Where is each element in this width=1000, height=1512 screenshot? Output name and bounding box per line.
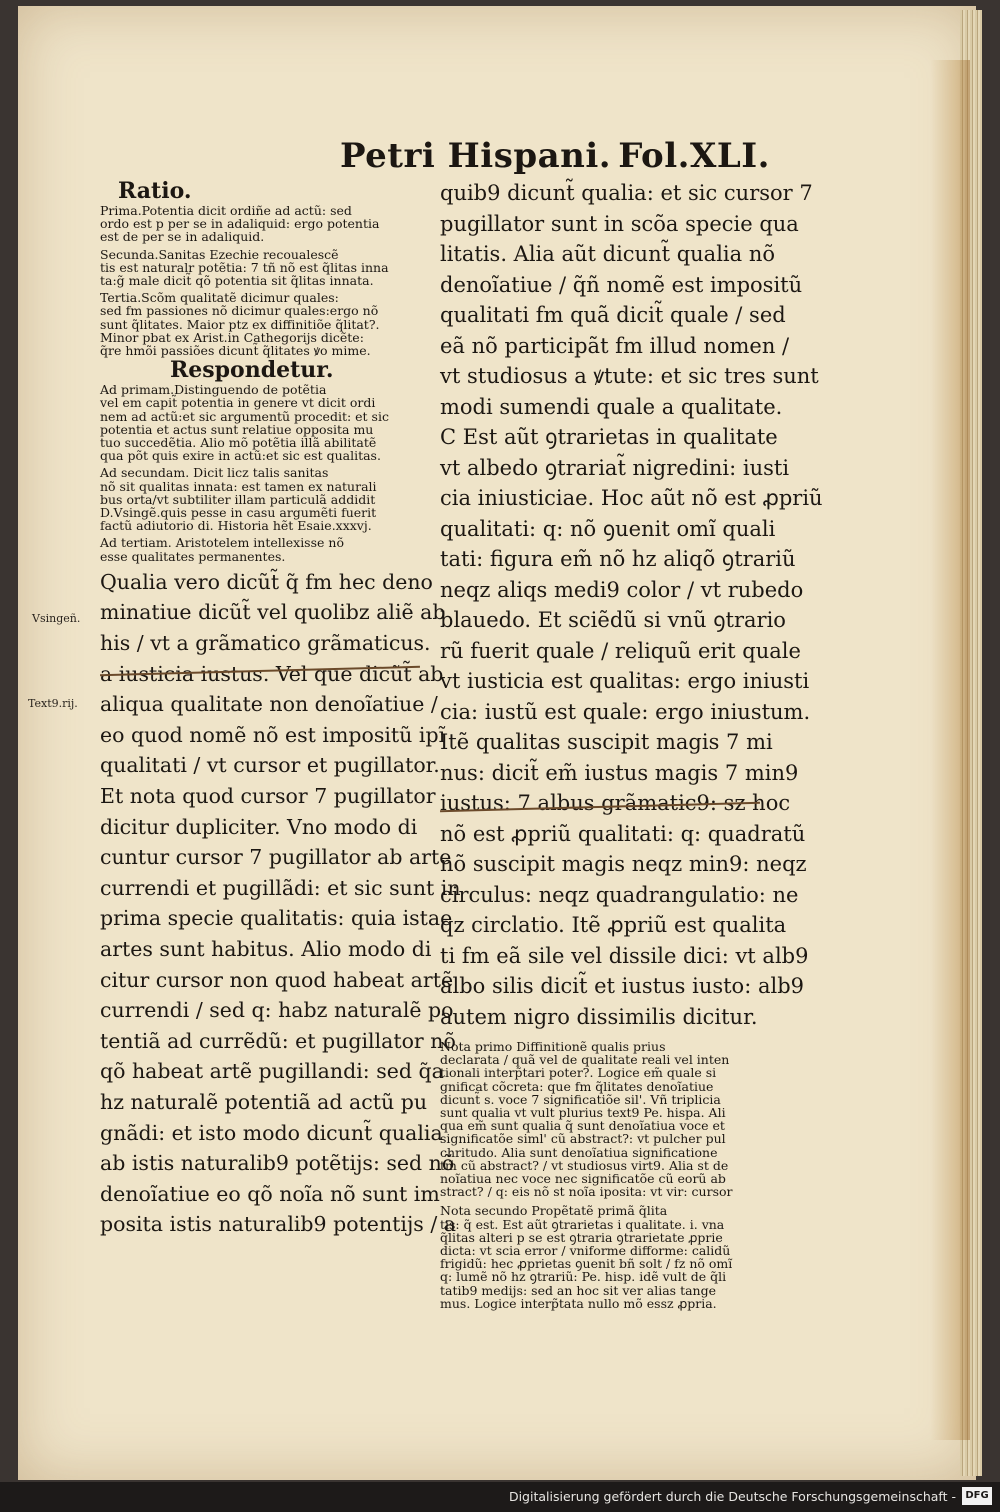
right-column <box>440 178 823 1311</box>
ad-secundam <box>100 466 425 532</box>
text-line: neqz aliqs medi9 color / vt rubedo <box>440 577 804 602</box>
text-line: litatis. Alia aũt dicunt̃ qualia nõ <box>440 242 775 266</box>
text-line: Minor pbat ex Arist.in Cathegorijs dicẽte: <box>100 329 364 345</box>
text-line: nus: dicit̃ em̃ iustus magis 7 min9 <box>440 760 799 785</box>
ratio-tertia <box>100 291 425 357</box>
text-line: prima specie qualitatis: quia istae <box>100 906 453 931</box>
text-line: frigidũ: hec ꝓprietas ꝯuenit bñ solt / fz nõ omĩ <box>440 1256 733 1272</box>
text-line: qua põt quis exire in actũ:et sic est qualitas. <box>100 448 381 464</box>
text-line: vt studiosus a ꝟtute: et sic tres sunt <box>440 364 819 388</box>
text-line: sunt q̃litates. Maior ptz ex diffinitiõe q̃litat?. <box>100 316 380 332</box>
text-line: C Est aũt ꝯtrarietas in qualitate <box>440 425 778 449</box>
text-line: vt albedo ꝯtrariat̃ nigredini: iusti <box>440 455 790 480</box>
text-line: artes sunt habitus. Alio modo di <box>100 937 432 961</box>
text-line: tuo succedẽtia. Alio mõ potẽtia illã abilitatẽ <box>100 435 377 451</box>
respondetur-heading: Respondetur. <box>170 357 334 384</box>
text-line: cuntur cursor 7 pugillator ab arte <box>100 845 452 870</box>
text-line: currendi et pugillãdi: et sic sunt in <box>100 875 461 900</box>
text-line: ordo est p per se in adaliquid: ergo potentia <box>100 216 380 232</box>
text-line: iustus: 7 albus grãmatic9: sz hoc <box>440 791 791 815</box>
text-line: pugillator sunt in scõa specie qua <box>440 211 799 236</box>
text-line: qualitati fm quã dicit̃ quale / sed <box>440 303 786 327</box>
text-line: nõ sit qualitas innata: est tamen ex naturali <box>100 478 377 494</box>
text-line: cia iniusticiae. Hoc aũt nõ est ꝓpriũ <box>440 486 823 510</box>
text-line: modi sumendi quale a qualitate. <box>440 394 783 419</box>
text-line: ti fm eã sile vel dissile dici: vt alb9 <box>440 943 809 968</box>
ad-primam <box>100 383 425 462</box>
text-line: Ad secundam. Dicit licz talis sanitas <box>100 465 329 481</box>
text-line: q: lumẽ nõ hz ꝯtrariũ: Pe. hisp. idẽ vult de q̃li <box>440 1269 727 1285</box>
text-line: Itẽ qualitas suscipit magis 7 mi <box>440 730 773 754</box>
text-line: autem nigro dissimilis dicitur. <box>440 1004 758 1029</box>
text-line: tatib9 medijs: sed an hoc sit ver alias tange <box>440 1282 716 1298</box>
text-line: tati: figura em̃ nõ hz aliqõ ꝯtrariũ <box>440 547 796 571</box>
text-line: chritudo. Alia sunt denoĩatiua significatione <box>440 1144 718 1160</box>
text-line: his / vt a grãmatico grãmaticus. <box>100 631 431 656</box>
text-line: qõ habeat artẽ pugillandi: sed q̃a <box>100 1059 444 1084</box>
nota-primo <box>440 1040 770 1198</box>
text-line: denoĩatiue eo qõ noĩa nõ sunt im <box>100 1181 440 1206</box>
text-line: Secunda.Sanitas Ezechie recoualescẽ <box>100 246 339 262</box>
text-line: tionali interp̃tari poter?. Logice em̃ quale si <box>440 1065 717 1081</box>
text-line: tis est naturalr potẽtia: 7 tñ nõ est q̃litas inna <box>100 259 389 275</box>
text-line: rũ fuerit quale / reliquũ erit quale <box>440 638 801 663</box>
text-line: nõ suscipit magis neqz min9: neqz <box>440 852 807 876</box>
text-line: aliqua qualitate non denoĩatiue / <box>100 692 438 717</box>
text-line: tentiã ad currẽdũ: et pugillator nõ <box>100 1028 456 1053</box>
text-line: ta:g̃ male dicit̃ qõ potentia sit q̃litas innata. <box>100 273 374 289</box>
dfg-logo: DFG <box>962 1487 992 1505</box>
nota-secundo <box>440 1204 770 1310</box>
text-line: Et nota quod cursor 7 pugillator <box>100 784 436 809</box>
text-line: hz naturalẽ potentiã ad actũ pu <box>100 1089 428 1114</box>
running-head: Petri Hispani. <box>340 136 612 176</box>
text-line: Qualia vero dicũt̃ q̃ fm hec deno <box>100 569 433 594</box>
page-stain <box>930 60 970 1440</box>
text-line: dicunt̃ s. voce 7 significatiõe sil'. Vñ triplicia <box>440 1091 721 1107</box>
margin-note: Text9.rij. <box>28 697 78 710</box>
main-text-right <box>440 178 823 1032</box>
text-line: q̃litas alteri p se est ꝯtraria ꝯtrarietate ꝓprie <box>440 1229 723 1245</box>
text-line: quib9 dicunt̃ qualia: et sic cursor 7 <box>440 181 813 205</box>
text-line: qz circlatio. Itẽ ꝓpriũ est qualita <box>440 913 787 937</box>
text-line: Nota primo Diffinitionẽ qualis prius <box>440 1039 666 1054</box>
text-line: stract? / q: eis nõ st noĩa iposita: vt vir: cursor <box>440 1184 733 1200</box>
text-line: nõ est ꝓpriũ qualitati: q: quadratũ <box>440 821 806 846</box>
ratio-heading: Ratio. <box>118 178 192 204</box>
text-line: sed fm passiones nõ dicimur quales:ergo nõ <box>100 303 379 319</box>
text-line: Tertia.Scõm qualitatẽ dicimur quales: <box>100 290 339 306</box>
text-line: currendi / sed q: habz naturalẽ po <box>100 998 454 1023</box>
text-line: eã nõ participãt fm illud nomen / <box>440 333 790 358</box>
text-line: posita istis naturalib9 potentijs / a <box>100 1212 456 1237</box>
ratio-secunda <box>100 248 425 288</box>
text-line: Ad tertiam. Aristotelem intellexisse nõ <box>100 535 344 551</box>
text-line: mus. Logice interp̃tata nullo mõ essz ꝓpria. <box>440 1295 717 1311</box>
margin-note: Vsingeñ. <box>32 612 81 625</box>
text-line: ab istis naturalib9 potẽtijs: sed nõ <box>100 1151 455 1176</box>
text-line: noĩatiua nec voce nec significatõe cũ eorũ ab <box>440 1171 726 1187</box>
text-line: a iusticia iustus. Vel que dicũt̃ ab <box>100 661 444 686</box>
text-line: bus orta/vt subtiliter illam particulã addidit <box>100 491 376 507</box>
text-line: eo quod nomẽ nõ est impositũ ipĩ <box>100 722 446 747</box>
text-line: Prima.Potentia dicit ordiñe ad actũ: sed <box>100 203 352 218</box>
text-line: qualitati / vt cursor et pugillator. <box>100 753 440 778</box>
text-line: D.Vsingẽ.quis pesse in casu argumẽti fuerit <box>100 505 377 521</box>
text-line: cia: iustũ est quale: ergo iniustum. <box>440 699 811 724</box>
text-line: tm̃ cũ abstract? / vt studiosus virt9. Alia st de <box>440 1157 729 1173</box>
text-line: gnificat cõcreta: que fm q̃litates denoĩatiue <box>440 1078 714 1094</box>
text-line: qua em̃ sunt qualia q̃ sunt denoĩatiua voce et <box>440 1118 725 1134</box>
text-line: declarata / quã vel de qualitate reali vel inten <box>440 1052 730 1068</box>
ad-tertiam <box>100 536 425 562</box>
text-line: significatõe siml' cũ abstract?: vt pulcher pul <box>440 1131 726 1147</box>
text-line: albo silis dicit̃ et iustus iusto: alb9 <box>440 974 804 998</box>
text-line: Ad primam.Distinguendo de potẽtia <box>100 382 327 398</box>
text-line: dicta: vt scia error / vniforme difforme: calidũ <box>440 1243 731 1259</box>
text-line: factũ adiutorio di. Historia hẽt Esaie.xxxvj. <box>100 518 372 534</box>
text-line: Nota secundo Propẽtatẽ primã q̃lita <box>440 1203 668 1219</box>
text-line: vel em capit̃ potentia in genere vt dicit ordi <box>100 395 376 411</box>
text-line: sunt qualia vt vult plurius text9 Pe. hispa. Ali <box>440 1105 726 1121</box>
text-line: citur cursor non quod habeat artẽ <box>100 967 454 992</box>
text-line: qualitati: q: nõ ꝯuenit omĩ quali <box>440 516 776 541</box>
text-line: gnãdi: et isto modo dicunt̃ qualia <box>100 1120 443 1145</box>
text-line: minatiue dicũt̃ vel quolibz aliẽ ab <box>100 600 446 625</box>
folio-number: Fol.XLI. <box>618 136 770 176</box>
text-line: circulus: neqz quadrangulatio: ne <box>440 882 799 907</box>
footer-credit: Digitalisierung gefördert durch die Deutsche Forschungsgemeinschaft - <box>508 1489 956 1504</box>
text-line: potentia et actus sunt relatiue opposita mu <box>100 421 374 437</box>
text-line: esse qualitates permanentes. <box>100 548 286 564</box>
left-column <box>100 178 461 1240</box>
text-line: tis: q̃ est. Est aũt ꝯtrarietas i qualitate. i. vna <box>440 1216 725 1232</box>
text-line: denoĩatiue / q̃ñ nomẽ est impositũ <box>440 272 803 297</box>
footer-bar <box>0 1482 1000 1512</box>
text-line: vt iusticia est qualitas: ergo iniusti <box>440 669 810 693</box>
text-line: blauedo. Et sciẽdũ si vnũ ꝯtrario <box>440 608 786 632</box>
ratio-prima <box>100 204 425 244</box>
text-line: q̃re hmõi passiões dicunt̃ q̃litates ꝟo mime. <box>100 343 371 359</box>
text-line: est de per se in adaliquid. <box>100 229 265 245</box>
text-line: nem ad actũ:et sic argumentũ procedit: et sic <box>100 408 389 424</box>
text-line: dicitur dupliciter. Vno modo di <box>100 814 418 839</box>
page-header <box>340 136 770 180</box>
